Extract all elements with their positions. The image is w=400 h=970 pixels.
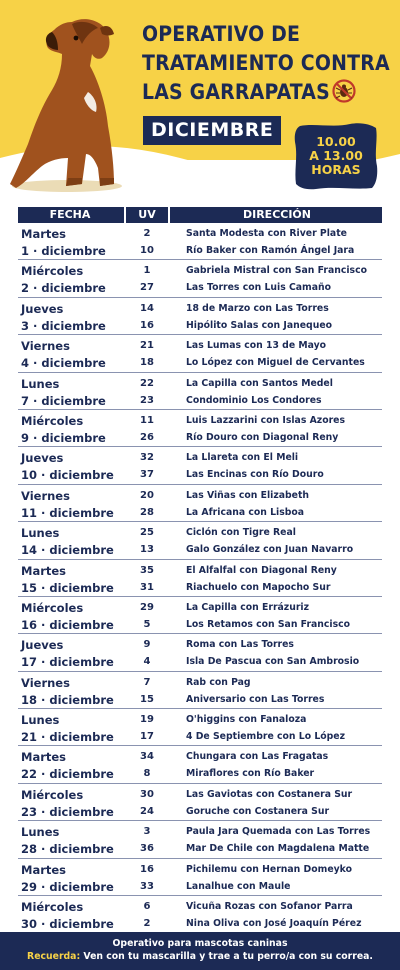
row-address-2: Río Baker con Ramón Ángel Jara [186,245,355,256]
row-day: Jueves [21,301,64,316]
row-uv-2: 5 [143,618,151,630]
row-uv-1: 6 [143,901,151,913]
hours-badge [294,122,378,190]
row-address-2: Los Retamos con San Francisco [186,618,351,630]
row-address-2: Condominio Los Condores [186,394,322,406]
row-address-2: Hipólito Salas con Janequeo [186,319,333,331]
row-uv-2: 2 [143,918,151,930]
row-uv-2: 33 [140,880,154,892]
tick-prohibited-icon [332,79,356,103]
row-date: 3 · diciembre [21,318,106,333]
row-date: 16 · diciembre [21,617,114,632]
table-row [18,672,382,709]
table-row [18,859,382,896]
row-uv-1: 35 [140,564,154,576]
poster-header [0,0,400,205]
row-date: 11 · diciembre [21,505,114,520]
row-uv-2: 4 [143,656,151,668]
row-day: Viernes [21,675,70,690]
row-uv-2: 17 [140,731,154,743]
row-uv-2: 13 [140,544,154,556]
table-row [18,335,382,372]
row-address-2: Río Douro con Diagonal Reny [186,431,339,443]
row-uv-2: 28 [140,506,154,518]
table-row [18,560,382,597]
row-address-2: Lo López con Miguel de Cervantes [186,357,365,369]
row-date: 29 · diciembre [21,879,114,894]
row-date: 28 · diciembre [21,842,114,857]
table-row [18,821,382,858]
row-address-1: Pichilemu con Hernan Domeyko [186,863,353,875]
table-row [18,746,382,783]
row-address-1: Gabriela Mistral con San Francisco [186,265,367,277]
row-day: Viernes [21,339,70,354]
row-uv-1: 32 [140,452,154,464]
row-uv-1: 7 [143,676,151,688]
row-uv-2: 18 [140,357,154,369]
row-date: 4 · diciembre [21,356,106,371]
row-day: Martes [21,862,67,877]
row-uv-1: 20 [140,489,154,501]
row-address-1: Las Viñas con Elizabeth [186,489,310,501]
row-address-1: 18 de Marzo con Las Torres [186,302,329,314]
row-address-1: Vicuña Rozas con Sofanor Parra [186,901,353,913]
row-date: 1 · diciembre [21,244,106,258]
row-date: 22 · diciembre [21,767,114,782]
row-day: Miércoles [21,264,84,279]
row-address-2: La Africana con Lisboa [186,506,305,518]
row-uv-2: 27 [140,282,154,294]
row-uv-1: 14 [140,302,154,314]
row-uv-1: 3 [143,826,151,838]
row-day: Martes [21,563,67,578]
header-separator [124,207,126,223]
row-address-2: Las Encinas con Río Douro [186,469,324,481]
row-address-2: Goruche con Costanera Sur [186,805,330,817]
row-uv-2: 37 [140,469,154,481]
header-separator [168,207,170,223]
row-address-1: La Capilla con Errázuriz [186,601,310,613]
table-header [18,207,382,223]
header-direccion: DIRECCIÓN [242,208,311,221]
title-line-3-wrapper [142,78,392,107]
row-address-1: La Capilla con Santos Medel [186,377,333,389]
row-date: 7 · diciembre [21,393,106,408]
schedule-table [18,207,382,933]
row-uv-1: 25 [140,527,154,539]
poster-title [142,20,392,107]
hours-line-1: 10.00 [316,134,356,149]
row-address-2: Riachuelo con Mapocho Sur [186,581,331,593]
row-uv-1: 9 [143,639,151,651]
row-day: Lunes [21,825,60,840]
row-uv-2: 8 [143,768,151,780]
table-row [18,896,382,933]
table-body [18,223,382,933]
row-uv-1: 29 [140,601,154,613]
row-address-2: Nina Oliva con José Joaquín Pérez [186,918,362,930]
row-date: 18 · diciembre [21,692,114,707]
row-uv-1: 30 [140,788,154,800]
row-uv-1: 1 [143,265,151,277]
row-day: Miércoles [21,413,84,428]
row-address-1: Las Gaviotas con Costanera Sur [186,788,353,800]
row-uv-2: 15 [140,693,154,705]
row-date: 9 · diciembre [21,430,106,445]
row-date: 2 · diciembre [21,281,106,296]
header-uv: UV [138,208,156,221]
month-badge: DICIEMBRE [143,116,281,145]
row-uv-1: 2 [143,228,151,239]
row-address-1: Ciclón con Tigre Real [186,527,296,539]
footer-line-2 [0,950,400,963]
row-date: 15 · diciembre [21,580,114,595]
title-line-2: TRATAMIENTO CONTRA [142,51,390,75]
footer-recuerda-label: Recuerda: [27,951,81,962]
row-day: Viernes [21,488,70,503]
table-row [18,634,382,671]
row-date: 21 · diciembre [21,730,114,745]
hours-text [294,135,378,177]
row-day: Lunes [21,713,60,728]
row-day: Martes [21,227,67,241]
row-uv-2: 31 [140,581,154,593]
footer-banner [0,932,400,970]
row-uv-1: 19 [140,714,154,726]
row-uv-2: 23 [140,394,154,406]
row-day: Lunes [21,526,60,541]
row-uv-2: 26 [140,431,154,443]
row-uv-2: 36 [140,843,154,855]
row-day: Miércoles [21,900,84,915]
row-address-1: El Alfalfal con Diagonal Reny [186,564,337,576]
row-uv-2: 24 [140,805,154,817]
table-row [18,447,382,484]
table-row [18,223,382,260]
row-address-1: Roma con Las Torres [186,639,294,651]
row-day: Lunes [21,376,60,391]
row-address-1: Paula Jara Quemada con Las Torres [186,826,371,838]
row-address-1: Chungara con Las Fragatas [186,751,329,763]
row-address-1: La Llareta con El Meli [186,452,299,464]
row-uv-1: 11 [140,414,154,426]
row-uv-2: 10 [140,245,154,256]
table-row [18,485,382,522]
row-address-1: Las Lumas con 13 de Mayo [186,340,327,352]
row-address-2: Miraflores con Río Baker [186,768,315,780]
title-line-1: OPERATIVO DE [142,22,301,46]
row-uv-1: 21 [140,340,154,352]
title-line-3: LAS GARRAPATAS [142,80,330,104]
table-row [18,784,382,821]
row-date: 23 · diciembre [21,804,114,819]
row-address-2: Las Torres con Luis Camaño [186,282,332,294]
row-uv-1: 16 [140,863,154,875]
header-fecha: FECHA [49,208,91,221]
row-day: Miércoles [21,600,84,615]
row-day: Martes [21,750,67,765]
table-row [18,260,382,297]
row-uv-1: 34 [140,751,154,763]
row-address-2: Lanalhue con Maule [186,880,291,892]
table-row [18,522,382,559]
row-uv-2: 16 [140,319,154,331]
row-date: 10 · diciembre [21,468,114,483]
row-date: 30 · diciembre [21,917,114,932]
table-row [18,373,382,410]
row-address-1: Santa Modesta con River Plate [186,228,347,239]
row-address-1: Luis Lazzarini con Islas Azores [186,414,346,426]
row-date: 14 · diciembre [21,543,114,558]
table-row [18,298,382,335]
row-address-2: Aniversario con Las Torres [186,693,325,705]
row-day: Jueves [21,638,64,653]
row-date: 17 · diciembre [21,655,114,670]
table-row [18,597,382,634]
dog-photo [2,8,132,193]
row-uv-1: 22 [140,377,154,389]
row-day: Miércoles [21,787,84,802]
hours-line-3: HORAS [311,162,361,177]
row-day: Jueves [21,451,64,466]
row-address-2: Isla De Pascua con San Ambrosio [186,656,360,668]
table-row [18,410,382,447]
row-address-2: Galo González con Juan Navarro [186,544,354,556]
row-address-1: O'higgins con Fanaloza [186,714,307,726]
footer-recuerda-text: Ven con tu mascarilla y trae a tu perro/a con su correa. [80,951,373,962]
row-address-1: Rab con Pag [186,676,251,688]
row-address-2: 4 De Septiembre con Lo López [186,731,346,743]
table-row [18,709,382,746]
footer-line-1: Operativo para mascotas caninas [112,938,288,949]
hours-line-2: A 13.00 [309,148,363,163]
row-address-2: Mar De Chile con Magdalena Matte [186,843,370,855]
